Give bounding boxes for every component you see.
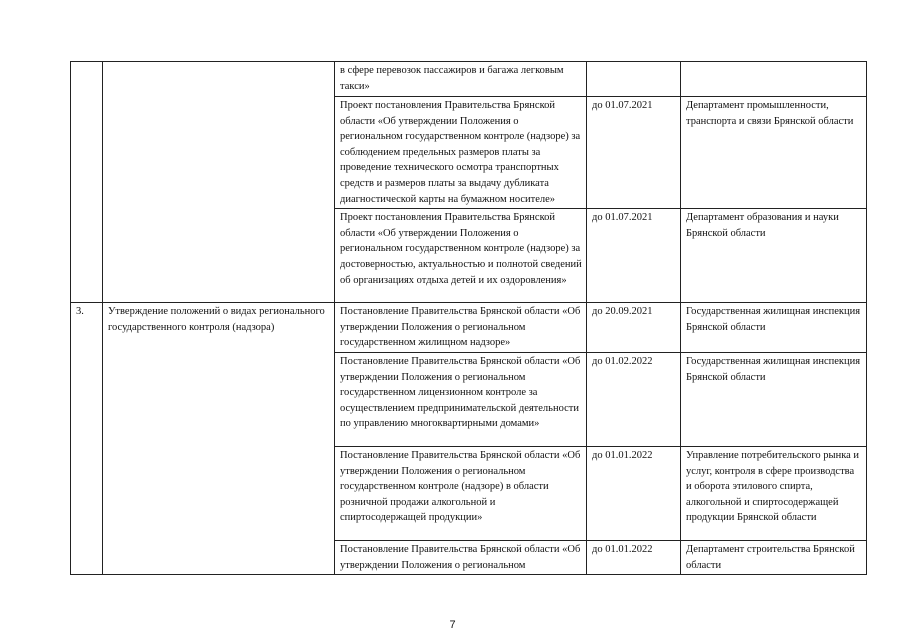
table-row — [71, 303, 867, 353]
executor-cell: Департамент промышленности, транспорта и связи Брянской области — [681, 97, 867, 209]
measure-name-cell — [103, 62, 335, 303]
page-number: 7 — [449, 619, 456, 631]
deadline-cell: до 01.07.2021 — [587, 209, 681, 303]
deadline-cell: до 01.01.2022 — [587, 446, 681, 540]
deadline-cell: до 20.09.2021 — [587, 303, 681, 353]
executor-cell — [681, 62, 867, 97]
executor-cell: Департамент строительства Брянской области — [681, 540, 867, 574]
executor-cell: Управление потребительского рынка и услуг, контроля в сфере производства и оборота этилового спирта, алкогольной и спиртосодержащей продукции Брянской области — [681, 446, 867, 540]
document-cell: Проект постановления Правительства Брянской области «Об утверждении Положения о региональном государственном контроле (надзоре) за достоверностью, актуальностью и полнотой сведений об организациях отдыха детей и их оздоровления» — [335, 209, 587, 303]
document-cell: Проект постановления Правительства Брянской области «Об утверждении Положения о региональном государственном контроле (надзоре) за соблюдением предельных размеров платы за проведение технического осмотра транспортных средств и размеров платы за выдачу дубликата диагностической карты на бумажном носителе» — [335, 97, 587, 209]
document-cell: Постановление Правительства Брянской области «Об утверждении Положения о региональном — [335, 540, 587, 574]
executor-cell: Государственная жилищная инспекция Брянской области — [681, 303, 867, 353]
table-row — [71, 62, 867, 97]
executor-cell: Департамент образования и науки Брянской области — [681, 209, 867, 303]
plan-table — [70, 61, 867, 575]
measure-name-cell: Утверждение положений о видах регионального государственного контроля (надзора) — [103, 303, 335, 575]
deadline-cell: до 01.07.2021 — [587, 97, 681, 209]
executor-cell: Государственная жилищная инспекция Брянской области — [681, 352, 867, 446]
document-cell: в сфере перевозок пассажиров и багажа легковым такси» — [335, 62, 587, 97]
row-number-cell — [71, 62, 103, 303]
deadline-cell: до 01.01.2022 — [587, 540, 681, 574]
deadline-cell — [587, 62, 681, 97]
document-cell: Постановление Правительства Брянской области «Об утверждении Положения о региональном государственном жилищном надзоре» — [335, 303, 587, 353]
row-number-cell: 3. — [71, 303, 103, 575]
deadline-cell: до 01.02.2022 — [587, 352, 681, 446]
document-cell: Постановление Правительства Брянской области «Об утверждении Положения о региональном государственном контроле (надзоре) в области розничной продажи алкогольной и спиртосодержащей продукции» — [335, 446, 587, 540]
document-cell: Постановление Правительства Брянской области «Об утверждении Положения о региональном государственном лицензионном контроле за осуществлением предпринимательской деятельности по управлению многоквартирными домами» — [335, 352, 587, 446]
